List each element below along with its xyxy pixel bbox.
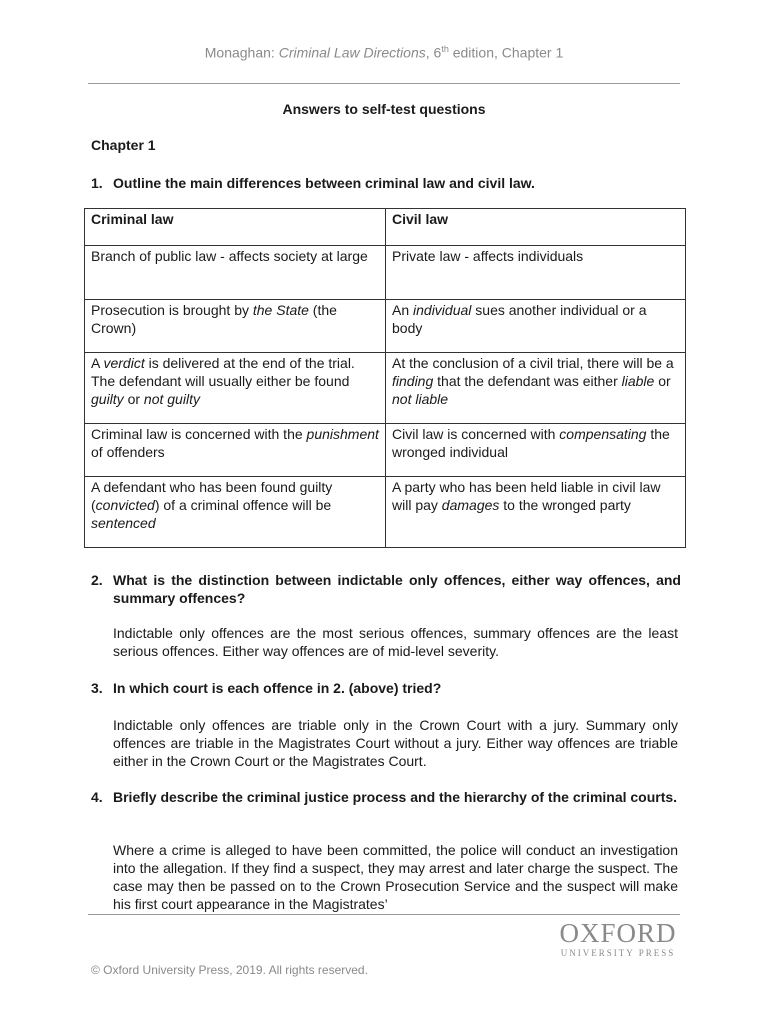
cell-emphasis: guilty	[91, 391, 124, 407]
cell-text: to the wronged party	[499, 497, 631, 513]
answer-4: Where a crime is alleged to have been committed, the police will conduct an investigation into the allegation. If they find a suspect, they may arrest and later charge the suspect. The case may then be passed on to the Crown Prosecution Service and the suspect will make his first court appearance in the Magistrates’	[113, 842, 678, 912]
table-row	[85, 424, 686, 477]
question-4	[91, 788, 681, 806]
cell-emphasis: individual	[413, 302, 472, 318]
cell-emphasis: convicted	[95, 497, 155, 513]
cell-text: An	[392, 302, 414, 318]
cell-text: or	[123, 391, 144, 407]
cell-text: is delivered at the end of the trial. The defendant will usually either be found	[91, 355, 355, 389]
cell-text: A party who has been held liable in civil law will pay	[392, 479, 661, 513]
cell-emphasis: verdict	[103, 355, 145, 371]
cell-emphasis: damages	[441, 497, 500, 513]
cell-text: that the defendant was either	[433, 373, 622, 389]
cell-emphasis: the State	[252, 302, 309, 318]
cell-text: Civil law is concerned with	[392, 426, 560, 442]
civil-cell	[386, 353, 686, 424]
cell-emphasis: punishment	[306, 426, 379, 442]
question-2-text: What is the distinction between indictable only offences, either way offences, and summary offences?	[113, 572, 681, 606]
answer-3: Indictable only offences are triable only in the Crown Court with a jury. Summary only offences are triable in the Magistrates Court without a jury. Either way offences are triable either in the Crown Court or the Magistrates Court.	[113, 717, 678, 769]
cell-emphasis: compensating	[559, 426, 647, 442]
question-3-text: In which court is each offence in 2. (above) tried?	[113, 680, 442, 696]
table-row	[85, 353, 686, 424]
cell-text: A defendant who has been found guilty (	[91, 479, 333, 513]
cell-text: or	[654, 373, 671, 389]
question-3	[91, 679, 681, 697]
cell-emphasis: liable	[621, 373, 655, 389]
logo-subtitle: UNIVERSITY PRESS	[560, 948, 676, 958]
page-title: Answers to self-test questions	[282, 101, 486, 117]
header-edition-rest: edition, Chapter 1	[448, 44, 564, 61]
header-edition-sup: th	[441, 44, 449, 54]
criminal-cell	[85, 246, 386, 300]
criminal-cell	[85, 353, 386, 424]
oxford-logo	[556, 918, 680, 958]
cell-emphasis: sentenced	[91, 515, 156, 531]
question-2-number: 2.	[91, 572, 103, 588]
header-author: Monaghan:	[204, 44, 279, 61]
criminal-cell	[85, 477, 386, 548]
header-edition-num: 6	[433, 44, 442, 61]
table-row	[85, 246, 686, 300]
question-3-number: 3.	[91, 680, 103, 696]
cell-text: of offenders	[91, 444, 165, 460]
table-header-row	[85, 209, 686, 246]
column-header-criminal: Criminal law	[85, 209, 386, 246]
cell-text: sues another individual or a body	[392, 302, 647, 336]
cell-text: Prosecution is brought by	[91, 302, 253, 318]
cell-text: A	[91, 355, 104, 371]
criminal-cell	[85, 424, 386, 477]
header-divider	[88, 83, 680, 84]
civil-cell	[386, 300, 686, 353]
cell-text: Branch of public law - affects society at large	[91, 248, 368, 264]
cell-emphasis: not liable	[392, 391, 449, 407]
column-header-civil: Civil law	[386, 209, 686, 246]
civil-cell	[386, 424, 686, 477]
footer-divider	[88, 914, 680, 915]
question-4-text: Briefly describe the criminal justice process and the hierarchy of the criminal courts.	[113, 789, 678, 805]
chapter-heading: Chapter 1	[91, 137, 156, 153]
cell-text: (the Crown)	[91, 302, 337, 336]
cell-emphasis: not guilty	[143, 391, 200, 407]
civil-cell	[386, 246, 686, 300]
criminal-cell	[85, 300, 386, 353]
question-1-number: 1.	[91, 175, 103, 191]
question-1	[91, 174, 681, 192]
header-book-title: Criminal Law Directions	[278, 44, 426, 61]
civil-cell	[386, 477, 686, 548]
answer-2: Indictable only offences are the most serious offences, summary offences are the least serious offences. Either way offences are of mid-level severity.	[113, 625, 678, 659]
logo-wordmark: OXFORD	[559, 918, 677, 948]
comparison-table	[84, 208, 686, 548]
header-edition-sep: ,	[425, 44, 434, 61]
copyright-footer: © Oxford University Press, 2019. All rights reserved.	[91, 963, 368, 977]
question-4-number: 4.	[91, 789, 103, 805]
cell-text: Private law - affects individuals	[392, 248, 584, 264]
table-row	[85, 300, 686, 353]
cell-emphasis: finding	[392, 373, 434, 389]
question-1-text: Outline the main differences between criminal law and civil law.	[113, 175, 535, 191]
table-row	[85, 477, 686, 548]
running-header	[0, 44, 768, 61]
cell-text: the wronged individual	[392, 426, 670, 460]
cell-text: ) of a criminal offence will be	[154, 497, 332, 513]
cell-text: Criminal law is concerned with the	[91, 426, 307, 442]
question-2	[91, 571, 681, 607]
cell-text: At the conclusion of a civil trial, there will be a	[392, 355, 674, 371]
